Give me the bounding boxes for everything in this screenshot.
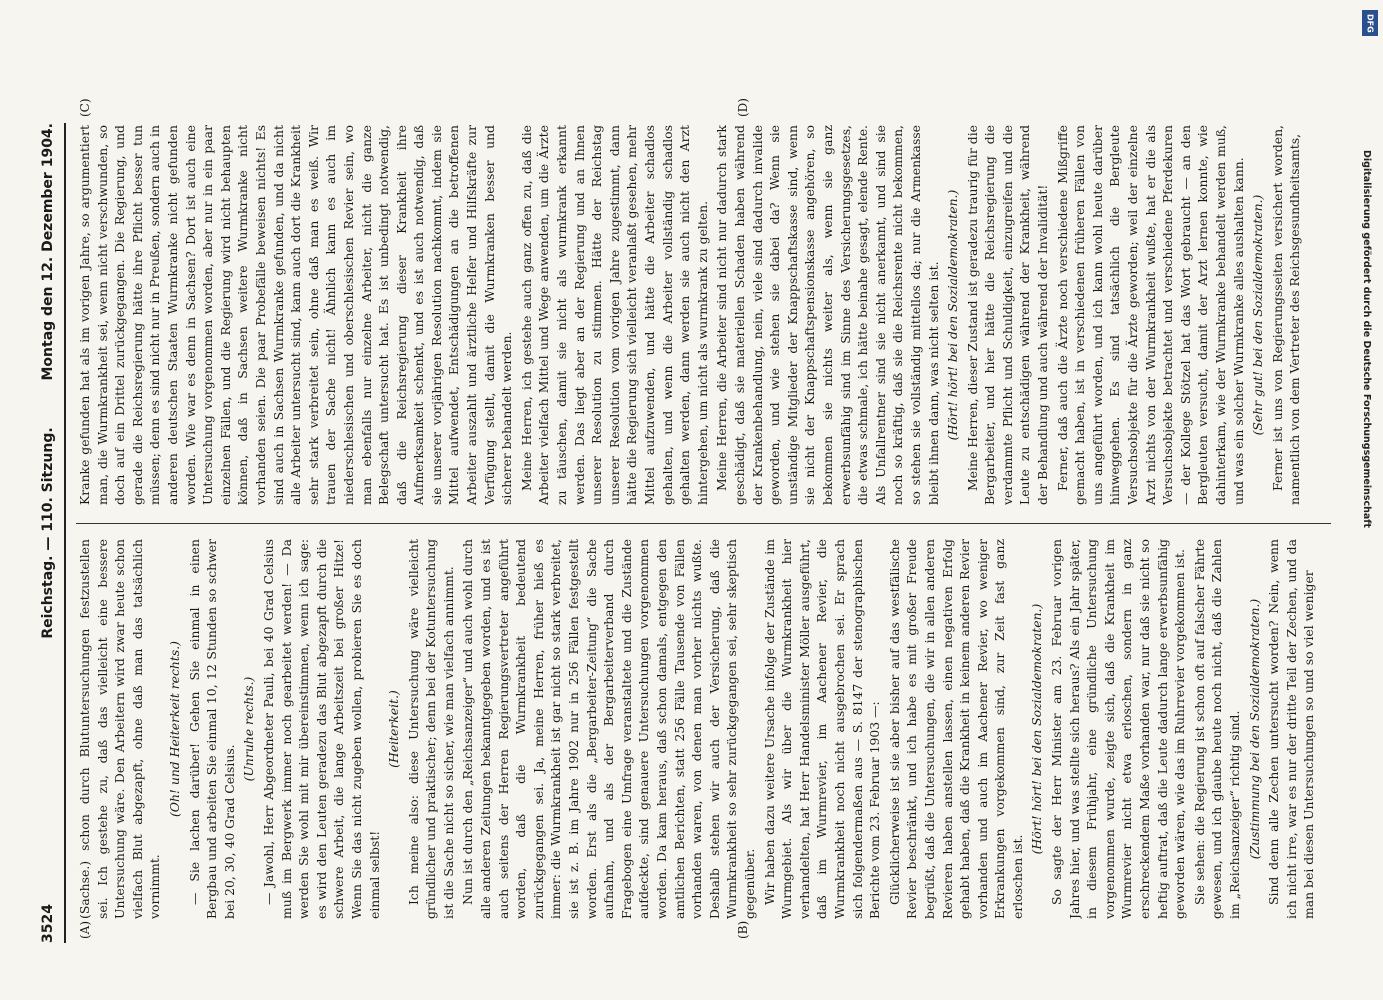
interjection: (Hört! hört! bei den Sozialdemokraten.) (945, 189, 961, 441)
dfg-logo: DFG (1362, 10, 1378, 36)
session-title: Reichstag. — 110. Sitzung. (40, 427, 56, 639)
left-column (76, 539, 1331, 919)
margin-marker-c: (C) (78, 98, 92, 117)
interjection: (Zustimmung bei den Sozialdemokraten.) (1246, 598, 1262, 860)
margin-marker-b: (B) (736, 920, 750, 939)
margin-marker-d: (D) (736, 98, 750, 117)
digitization-credit (1356, 150, 1376, 930)
paragraph: Nun ist durch den „Reichsanzeiger“ und auch wohl durch alle anderen Zeitungen bekanntgegeben worden, und es ist auch seitens der Herren Regierungsvertreter angeführt worden, daß die Wurmkrankheit bedeutend zurückgegangen sei. Ja, meine Herren, früher hieß es immer: die Wurmkrankheit ist gar nicht so stark verbreitet, sie ist z. B. im Jahre 1902 nur in 256 Fällen festgestellt worden. Erst als die „Bergarbeiter-Zeitung“ die Sache aufnahm, und als der Bergarbeiterverband durch Fragebogen eine Umfrage veranstaltete und die Zustände aufdeckte, sind genauere Untersuchungen vorgenommen worden. Da kam heraus, daß schon damals, entgegen den amtlichen Berichten, statt 256 Fälle Tausende von Fällen vorhanden waren, von denen man vorher nichts wußte. Deshalb stehen wir auch der Versicherung, daß die Wurmkrankheit so sehr zurückgegangen sei, sehr skeptisch gegenüber. (460, 539, 757, 919)
margin-marker-a: (A) (78, 920, 92, 939)
quotation: Glücklicherweise ist sie aber bisher auf das westfälische Revier beschränkt, und ich habe es mit großer Freude begrüßt, daß die Untersuchungen, die wir in allen anderen Revieren haben anstellen lassen, einen negativen Erfolg gehabt haben, daß die Krankheit in keinem anderen Revier vorhanden und auch im Aachener Revier, wo weniger Erkrankungen vorgekommen sind, zur Zeit fast ganz erloschen ist. (886, 539, 1025, 919)
paragraph: — Sie lachen darüber! Gehen Sie einmal in einen Bergbau und arbeiten Sie einmal 10, 12 Stunden so schwer bei 20, 30, 40 Grad Celsius. (186, 539, 237, 919)
interjection: (Hört! hört! bei den Sozialdemokraten.) (1029, 603, 1045, 855)
page-header (38, 123, 66, 943)
interjection: (Sehr gut! bei den Sozialdemokraten.) (1250, 194, 1266, 436)
credit-text: Digitalisierung gefördert durch die Deutsche Forschungsgemeinschaft (1361, 150, 1372, 528)
session-date: Montag den 12. Dezember 1904. (40, 123, 56, 381)
interjection: (Oh! und Heiterkeit rechts.) (166, 640, 182, 818)
paragraph: — Jawohl, Herr Abgeordneter Pauli, bei 40 Grad Celsius muß im Bergwerk immer noch gearbeitet werden! — Da werden Sie wohl mit mir übereinstimmen, wenn ich sage: es wird den Leuten geradezu das Blut abgezapft durch die schwere Arbeit, die lange Arbeitszeit bei großer Hitze! Wenn Sie das nicht zugeben wollen, probieren Sie es doch einmal selbst! (260, 539, 382, 919)
paragraph: Kranke gefunden hat als im vorigen Jahre, so argumentiert man, die Wurmkrankheit sei, wenn nicht verschwunden, so doch auf ein Drittel zurückgegangen. Die Regierung, und gerade die Reichsregierung hätte ihre Pflicht besser tun müssen; denn es sind nicht nur in Preußen, sondern auch in anderen deutschen Staaten Wurmkranke nicht gefunden worden. Wie war es denn in Sachsen? Dort ist auch eine Untersuchung vorgenommen worden, aber nur in ein paar einzelnen Fällen, und die Regierung wird nicht behaupten können, daß in Sachsen weitere Wurmkranke nicht vorhanden seien. Die paar Probefälle beweisen nichts! Es sind auch in Sachsen Wurmkranke gefunden, und da nicht alle Arbeiter untersucht sind, kann auch dort die Krankheit sehr stark verbreitet sein, ohne daß man es weiß. Wir trauen der Sache nicht! Ähnlich kann es auch im niederschlesischen und oberschlesischen Revier sein, wo man ebenfalls nur einzelne Arbeiter, nicht die ganze Belegschaft untersucht hat. Es ist unbedingt notwendig, daß die Reichsregierung dieser Krankheit ihre Aufmerksamkeit schenkt, und es ist auch notwendig, daß sie unserer vorjährigen Resolution nachkommt, indem sie Mittel aufwendet, Entschädigungen an die betroffenen Arbeiter auszahlt und ärztliche Helfer und Hilfskräfte zur Verfügung stellt, damit die Wurmkranken besser und sicherer behandelt werden. (77, 125, 515, 505)
paragraph: So sagte der Herr Minister am 23. Februar vorigen Jahres hier, und was stellte sich heraus? Als ein Jahr später, in diesem Frühjahr, eine gründliche Untersuchung vorgenommen wurde, zeigte sich, daß die Krankheit im Wurmrevier nicht etwa erloschen, sondern in ganz erschreckendem Maße vorhanden war, nur daß sie nicht so heftig auftrat, daß die Leute dadurch lange erwerbsunfähig geworden wären, wie das im Ruhrrevier vorgekommen ist. (1049, 539, 1188, 919)
paragraph: Meine Herren, ich gestehe auch ganz offen zu, daß die Arbeiter vielfach Mittel und Wege anwenden, um die Ärzte zu täuschen, damit sie nicht als wurmkrank erkannt werden. Das liegt aber an der Regierung und an Ihnen unserer Resolution zu stimmen. Hätte der Reichstag unserer Resolution vom vorigen Jahre zugestimmt, dann hätte die Regierung sich vielleicht veranlaßt gesehen, mehr Mittel aufzuwenden, und hätte die Arbeiter schadlos gehalten, und wenn die Arbeiter vollständig schadlos gehalten werden, dann werden sie auch nicht den Arzt hintergehen, um nicht als wurmkrank zu gelten. (518, 125, 710, 505)
paragraph: (Sachse.) schon durch Blutuntersuchungen festzustellen sei. Ich gestehe zu, daß das vielleicht eine bessere Untersuchung wäre. Den Arbeitern wird zwar heute schon vielfach Blut abgezapft, ohne daß man das tatsächlich vornimmt. (77, 539, 163, 919)
paragraph: Wir haben dazu weitere Ursache infolge der Zustände im Wurmgebiet. Als wir über die Wurmkrankheit hier verhandelten, hat Herr Handelsminister Möller ausgeführt, daß im Wurmrevier, im Aachener Revier, die Wurmkrankheit noch nicht ausgebrochen sei. Er sprach sich folgendermaßen aus — S. 8147 der stenographischen Berichte vom 23. Februar 1903 —: (761, 539, 883, 919)
paragraph: Meine Herren, dieser Zustand ist geradezu traurig für die Bergarbeiter, und hier hätte die Reichsregierung die verdammte Pflicht und Schuldigkeit, einzugreifen und die Leute zu entschädigen während der Krankheit, während der Behandlung und auch während der Invalidität! (964, 125, 1051, 505)
paragraph: Meine Herren, die Arbeiter sind nicht nur dadurch stark geschädigt, daß sie materiellen Schaden haben während der Krankenbehandlung, nein, viele sind dadurch invalide geworden, und wie stehen sie dabei da? Wenn sie unständige Mitglieder der Knappschaftskasse sind, wenn sie nicht der Knappschaftspensionskasse angehören, so bekommen sie nichts weiter als, wenn sie ganz erwerbsunfähig sind im Sinne des Versicherungsgesetzes, die etwas schmale, ich hätte beinahe gesagt, elende Rente. Als Unfallrentner sind sie nicht anerkannt, und sind sie noch so kräftig, daß sie die Reichsrente nicht bekommen, so stehen sie vollständig mittellos da; nur die Armenkasse bleibt ihnen dann, was nicht selten ist. (714, 125, 941, 505)
paragraph: Ferner, daß auch die Ärzte noch verschiedene Mißgriffe gemacht haben, ist in verschiedenen früheren Fällen von uns angeführt worden, und ich kann wohl heute darüber hinweggehen. Es sind tatsächlich die Bergleute Versuchsobjekte für die Ärzte geworden; weil der einzelne Arzt nichts von der Wurmkrankheit wußte, hat er die als Versuchsobjekte betrachtet und verschiedene Pferdekuren — der Kollege Stötzel hat das Wort gebraucht — an den Bergleuten versucht, damit der Arzt lernen konnte, wie dahinterkam, wie der Wurmkranke behandelt werden muß, und was ein solcher Wurmkranke alles aushalten kann. (1054, 125, 1246, 505)
paragraph: Ich meine also: diese Untersuchung wäre vielleicht gründlicher und praktischer; denn bei der Kotuntersuchung ist die Sache nicht so sicher, wie man vielfach annimmt. (405, 539, 456, 919)
paragraph: Sind denn alle Zechen untersucht worden? Nein, wenn ich nicht irre, war es nur der dritte Teil der Zechen, und da man bei diesen Untersuchungen so und so viel weniger (1266, 539, 1317, 919)
interjection: (Heiterkeit.) (386, 690, 402, 768)
column-divider (76, 523, 1331, 524)
paragraph: Ferner ist uns von Regierungsseiten versichert worden, namentlich von dem Vertreter des Reichsgesundheitsamts, (1269, 125, 1303, 505)
document-page (16, 83, 1351, 983)
right-column (76, 125, 1331, 505)
page-number: 3524 (40, 904, 56, 943)
paragraph: Sie sehen: die Regierung ist schon oft auf falscher Fährte gewesen, und ich glaube heute noch nicht, daß die Zahlen im „Reichsanzeiger“ richtig sind. (1191, 539, 1242, 919)
interjection: (Unruhe rechts.) (241, 676, 257, 782)
